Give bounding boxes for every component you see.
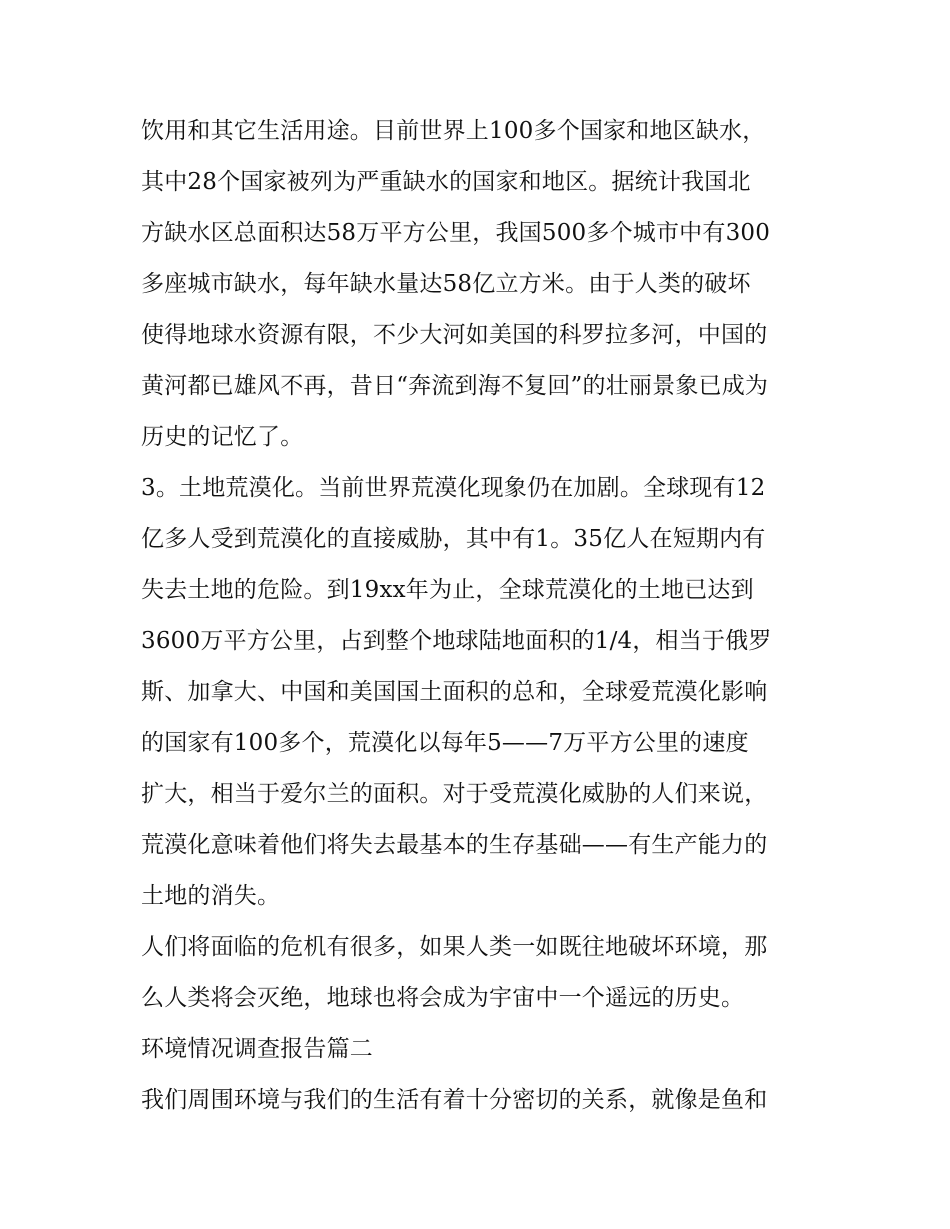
- text-line: 我们周围环境与我们的生活有着十分密切的关系，就像是鱼和: [141, 1087, 768, 1113]
- text-line: 3600万平方公里，占到整个地球陆地面积的1/4，相当于俄罗: [141, 628, 772, 654]
- text-line: 3。土地荒漠化。当前世界荒漠化现象仍在加剧。全球现有12: [141, 475, 766, 501]
- text-line: 黄河都已雄风不再，昔日“奔流到海不复回”的壮丽景象已成为: [141, 373, 769, 399]
- text-line: 饮用和其它生活用途。目前世界上100多个国家和地区缺水，: [141, 118, 766, 144]
- text-line: 人们将面临的危机有很多，如果人类一如既往地破坏环境，那: [141, 934, 768, 960]
- text-line: 扩大，相当于爱尔兰的面积。对于受荒漠化威胁的人们来说，: [141, 781, 768, 807]
- text-line: 斯、加拿大、中国和美国国土面积的总和，全球爱荒漠化影响: [141, 679, 768, 705]
- text-line: 失去土地的危险。到19xx年为止，全球荒漠化的土地已达到: [141, 577, 754, 603]
- text-line: 么人类将会灭绝，地球也将会成为宇宙中一个遥远的历史。: [141, 985, 745, 1011]
- text-line: 使得地球水资源有限，不少大河如美国的科罗拉多河，中国的: [141, 322, 768, 348]
- text-line: 的国家有100多个，荒漠化以每年5——7万平方公里的速度: [141, 730, 749, 756]
- text-line: 亿多人受到荒漠化的直接威胁，其中有1。35亿人在短期内有: [141, 526, 766, 552]
- text-line: 其中28个国家被列为严重缺水的国家和地区。据统计我国北: [141, 169, 751, 195]
- section-heading: 环境情况调查报告篇二: [141, 1036, 373, 1062]
- text-line: 方缺水区总面积达58万平方公里，我国500多个城市中有300: [141, 220, 771, 246]
- text-line: 土地的消失。: [141, 883, 281, 909]
- text-line: 多座城市缺水，每年缺水量达58亿立方米。由于人类的破坏: [141, 271, 751, 297]
- text-line: 荒漠化意味着他们将失去最基本的生存基础——有生产能力的: [141, 832, 768, 858]
- text-line: 历史的记忆了。: [141, 424, 304, 450]
- body-text: [141, 106, 821, 1126]
